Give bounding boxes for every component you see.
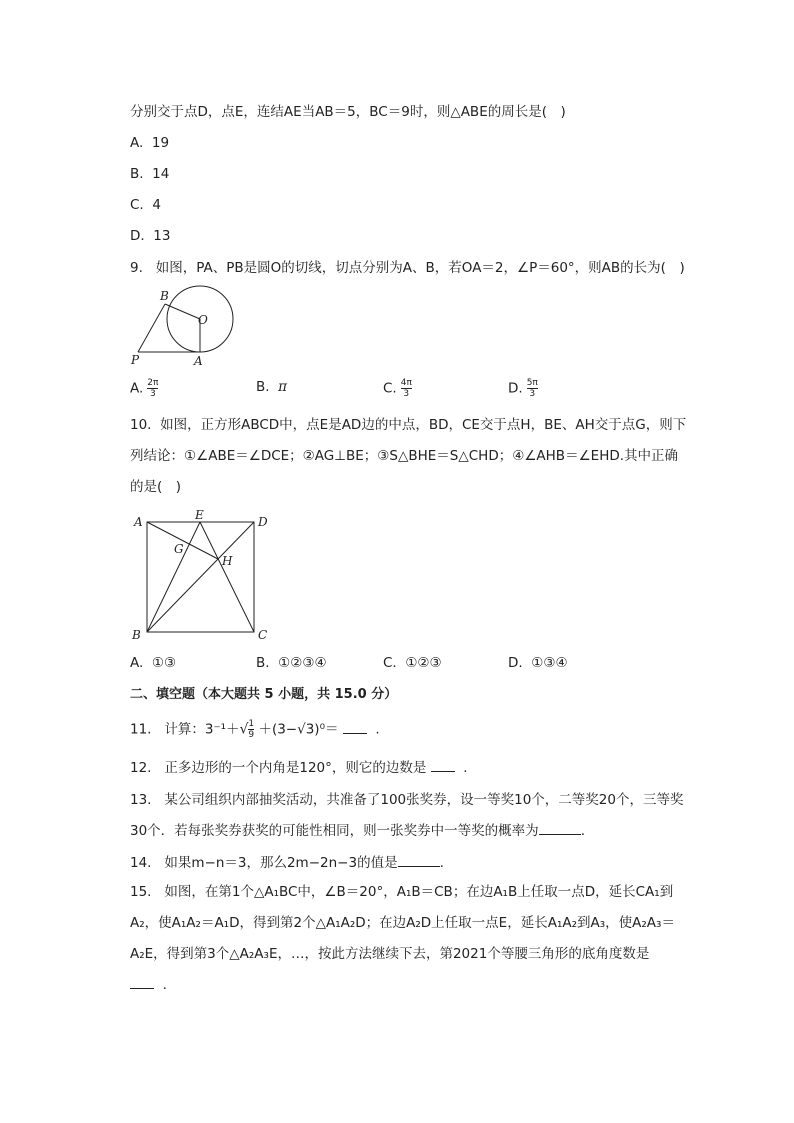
- q9-radius-ob: [165, 304, 200, 319]
- q9-label-p: P: [131, 353, 140, 367]
- q8-option-d[interactable]: D. 13: [130, 228, 171, 244]
- q9-label-o: O: [198, 313, 208, 327]
- q10-figure: [128, 505, 278, 643]
- q10-option-c[interactable]: C. ①②③: [383, 655, 442, 671]
- q10-option-d[interactable]: D. ①③④: [508, 655, 568, 671]
- q11-answer-blank[interactable]: [343, 721, 367, 734]
- q10-line2: 列结论：①∠ABE＝∠DCE；②AG⊥BE；③S△BHE＝S△CHD；④∠AHB＝∠EHD.其中正确: [130, 448, 679, 464]
- q9-option-d[interactable]: D. $\frac{5\pi}{3}$: [508, 378, 538, 399]
- q9-tangent-pb: [138, 304, 165, 352]
- q9-option-b[interactable]: B. π: [256, 379, 288, 395]
- q10-segment-be: [147, 522, 200, 632]
- q10-label-g: G: [174, 542, 184, 556]
- q10-label-c: C: [258, 628, 268, 642]
- q14: 14. 如果m−n＝3，那么2m−2n−3的值是 .: [130, 855, 444, 871]
- q9-option-a[interactable]: A. $\frac{2\pi}{3}$: [130, 378, 159, 399]
- q15-line2: A₂，使A₁A₂＝A₁D，得到第2个△A₁A₂D；在边A₂D上任取一点E，延长A₁A₂到A₃，使A₂A₃＝: [130, 915, 675, 931]
- q9-label-a: A: [194, 354, 203, 368]
- q10-option-b[interactable]: B. ①②③④: [256, 655, 327, 671]
- q15-answer-blank[interactable]: [130, 976, 154, 989]
- q15-line4: .: [130, 976, 167, 994]
- q10-label-d: D: [258, 515, 268, 529]
- q10-option-a[interactable]: A. ①③: [130, 655, 177, 671]
- q14-answer-blank[interactable]: [398, 854, 440, 867]
- q10-segment-ec: [200, 522, 254, 632]
- q15-line3: A₂E，得到第3个△A₂A₃E，…，按此方法继续下去，第2021个等腰三角形的底角度数是: [130, 946, 650, 962]
- q9-label-b: B: [160, 289, 169, 303]
- q9-figure: [128, 282, 240, 370]
- q10-label-b: B: [132, 628, 141, 642]
- q10-line3: 的是( ): [130, 479, 182, 495]
- q10-line1: 10. 如图，正方形ABCD中，点E是AD边的中点，BD，CE交于点H，BE、AH交于点G，则下: [130, 417, 687, 433]
- q8-option-c[interactable]: C. 4: [130, 197, 161, 213]
- q10-diagonal-bd: [147, 522, 254, 632]
- q8-stem: 分别交于点D，点E，连结AE当AB＝5，BC＝9时，则△ABE的周长是( ): [130, 104, 566, 120]
- q8-option-a[interactable]: A. 19: [130, 135, 170, 151]
- q13-line2: 30个．若每张奖券获奖的可能性相同，则一张奖券中一等奖的概率为 .: [130, 823, 585, 839]
- q12-answer-blank[interactable]: [431, 759, 455, 772]
- q13-line1: 13. 某公司组织内部抽奖活动，共准备了100张奖券，设一等奖10个，二等奖20个，三等奖: [130, 792, 684, 808]
- q12: 12. 正多边形的一个内角是120°，则它的边数是 .: [130, 760, 468, 776]
- q9-stem: 9. 如图，PA、PB是圆O的切线，切点分别为A、B，若OA＝2，∠P＝60°，则AB的长为( ): [130, 260, 685, 276]
- q10-label-h: H: [222, 554, 233, 568]
- q9-option-c[interactable]: C. $\frac{4\pi}{3}$: [383, 378, 412, 399]
- section-heading-fill-blank: 二、填空题（本大题共 5 小题，共 15.0 分）: [130, 687, 398, 702]
- q8-option-b[interactable]: B. 14: [130, 166, 170, 182]
- q10-label-a: A: [134, 515, 143, 529]
- q15-line1: 15. 如图，在第1个△A₁BC中，∠B＝20°，A₁B＝CB；在边A₁B上任取一点D，延长CA₁到: [130, 884, 674, 900]
- q13-answer-blank[interactable]: [539, 822, 581, 835]
- q10-label-e: E: [195, 508, 204, 522]
- q11: 11. 计算：3⁻¹＋√ $\frac{1}{9}$ ＋(3−√3)⁰＝ .: [130, 719, 380, 740]
